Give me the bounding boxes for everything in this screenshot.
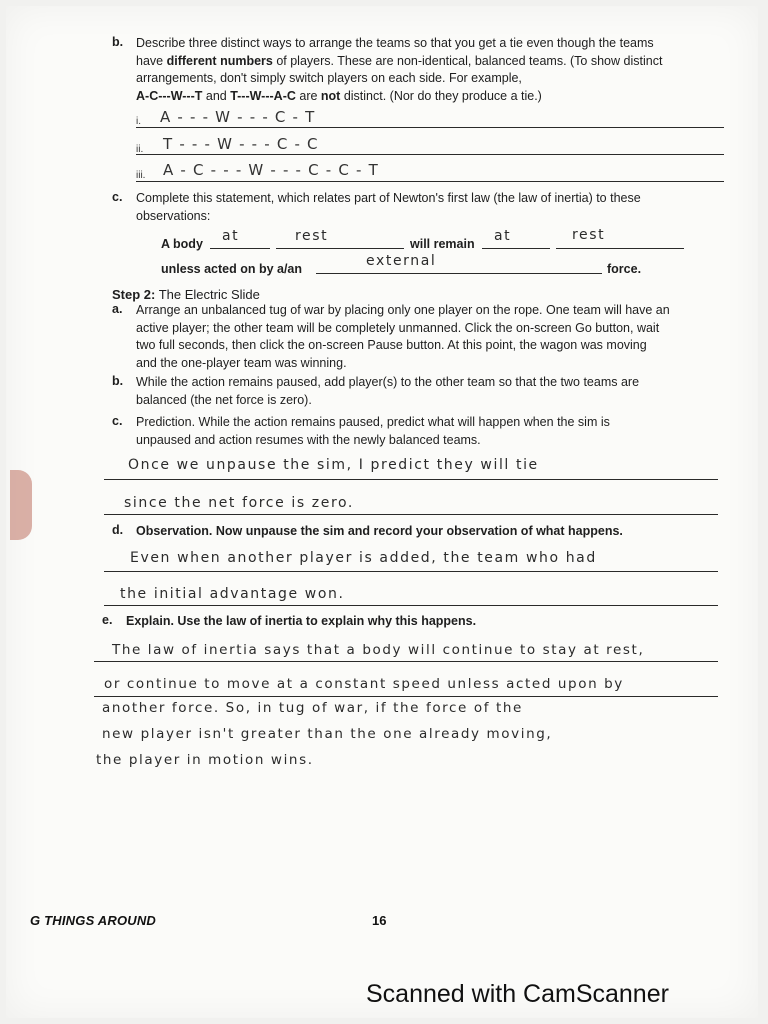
- step2-a-text: [136, 302, 736, 372]
- camscanner-watermark: Scanned with CamScanner: [366, 980, 669, 1008]
- fill-line-1a: [210, 248, 270, 249]
- page-edge-shadow: [10, 470, 32, 540]
- step2-d-label: d.: [112, 523, 124, 537]
- step2-b-line1: While the action remains paused, add player(s) to the other team so that the two teams are: [136, 375, 640, 389]
- observation-rule-1: [104, 571, 718, 572]
- step2-c-line1: Prediction. While the action remains paused, predict what will happen when the sim is: [136, 415, 610, 429]
- prediction-rule-1: [104, 479, 718, 480]
- observation-rule-2: [104, 605, 718, 606]
- part-b-instructions: [136, 35, 736, 105]
- explain-answer-line3: another force. So, in tug of war, if the force of the: [102, 700, 523, 716]
- will-remain-text: will remain: [410, 237, 475, 251]
- observation-answer-line2: the initial advantage won.: [120, 586, 345, 602]
- fill-rest-2: rest: [572, 227, 606, 243]
- explain-rule-2: [94, 696, 718, 697]
- part-b-line4: A-C---W---T and T---W---A-C are not distinct. (Nor do they produce a tie.): [136, 88, 542, 103]
- part-b-label: b.: [112, 35, 124, 49]
- observation-answer-line1: Even when another player is added, the team who had: [130, 550, 597, 566]
- step2-a-line2: active player; the other team will be completely unmanned. Click the on-screen Go button, wait: [136, 320, 660, 335]
- answer-i-number: i.: [136, 116, 141, 127]
- explain-answer-line2: or continue to move at a constant speed unless acted upon by: [104, 676, 624, 692]
- step2-title: Step 2: The Electric Slide: [112, 287, 260, 302]
- part-b-line2: have different numbers of players. These are non-identical, balanced teams. (To show distinct: [136, 53, 663, 68]
- step2-b-label: b.: [112, 374, 124, 388]
- part-c-line2: observations:: [136, 208, 211, 223]
- fill-line-1b: [276, 248, 404, 249]
- part-c-label: c.: [112, 190, 123, 204]
- part-c-line1: Complete this statement, which relates part of Newton's first law (the law of inertia) to these: [136, 191, 641, 205]
- page-number: 16: [372, 913, 387, 928]
- step2-c-text: [136, 414, 736, 449]
- part-b-line3: arrangements, don't simply switch players on each side. For example,: [136, 71, 522, 85]
- worksheet-page: [6, 6, 758, 1018]
- prediction-answer-line2: since the net force is zero.: [124, 495, 354, 511]
- explain-answer-line4: new player isn't greater than the one already moving,: [102, 726, 553, 742]
- fill-at-2: at: [494, 228, 512, 244]
- fill-line-2b: [556, 248, 684, 249]
- answer-iii-number: iii.: [136, 170, 146, 181]
- prediction-rule-2: [104, 514, 718, 515]
- step2-e-text: Explain. Use the law of inertia to explain why this happens.: [126, 614, 477, 628]
- unless-acted-text: unless acted on by a/an: [161, 262, 303, 276]
- fill-line-2a: [482, 248, 550, 249]
- answer-iii-line: [136, 181, 724, 182]
- part-b-line1: Describe three distinct ways to arrange the teams so that you get a tie even though the teams: [136, 36, 654, 50]
- step2-c-line2: unpaused and action resumes with the newly balanced teams.: [136, 432, 481, 447]
- fill-line-3: [316, 273, 602, 274]
- explain-answer-line1: The law of inertia says that a body will continue to stay at rest,: [112, 642, 645, 658]
- answer-ii-number: ii.: [136, 144, 144, 155]
- footer-brand: G THINGS AROUND: [30, 913, 157, 928]
- step2-a-line3: two full seconds, then click the on-screen Pause button. At this point, the wagon was moving: [136, 338, 647, 352]
- prediction-answer-line1: Once we unpause the sim, I predict they will tie: [128, 457, 539, 473]
- step2-a-line4: and the one-player team was winning.: [136, 355, 347, 370]
- answer-iii-text: A - C - - - W - - - C - C - T: [163, 161, 379, 179]
- step2-e-label: e.: [102, 613, 113, 627]
- fill-external: external: [366, 253, 437, 269]
- answer-i-line: [136, 127, 724, 128]
- answer-i-text: A - - - W - - - C - T: [160, 108, 316, 126]
- step2-a-label: a.: [112, 302, 123, 316]
- explain-answer-line5: the player in motion wins.: [96, 752, 314, 768]
- step2-b-text: [136, 374, 736, 409]
- answer-ii-line: [136, 154, 724, 155]
- a-body-text: A body: [161, 237, 203, 251]
- step2-b-line2: balanced (the net force is zero).: [136, 392, 312, 407]
- answer-ii-text: T - - - W - - - C - C: [163, 135, 319, 153]
- step2-c-label: c.: [112, 414, 123, 428]
- fill-at-1: at: [222, 228, 240, 244]
- fill-rest-1: rest: [295, 228, 329, 244]
- part-c-instructions: [136, 190, 736, 225]
- force-text: force.: [607, 262, 642, 276]
- step2-a-line1: Arrange an unbalanced tug of war by placing only one player on the rope. One team will have an: [136, 303, 670, 317]
- explain-rule-1: [94, 661, 718, 662]
- step2-d-text: Observation. Now unpause the sim and record your observation of what happens.: [136, 524, 623, 538]
